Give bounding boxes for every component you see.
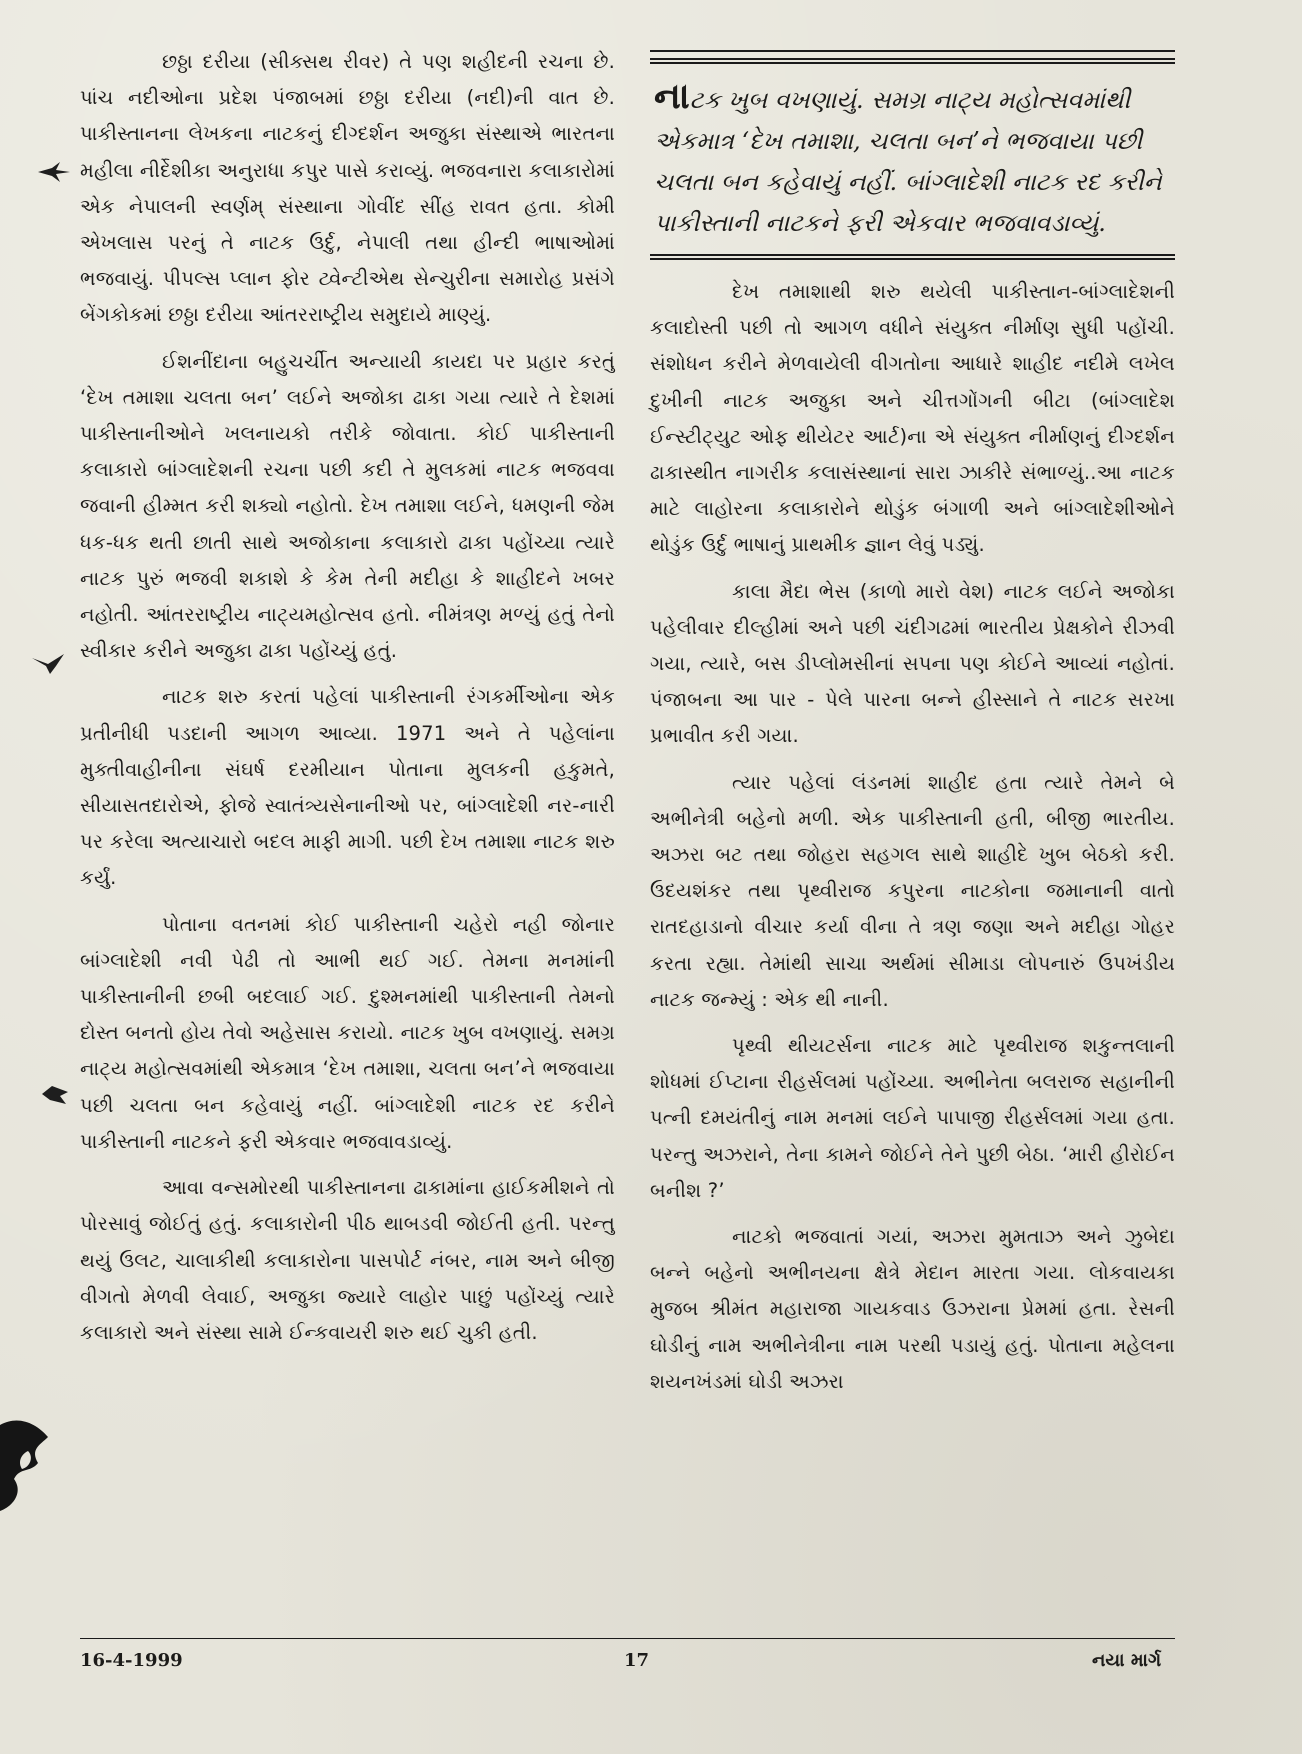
ink-mark-icon (30, 652, 66, 676)
paragraph: ત્યાર પહેલાં લંડનમાં શાહીદ હતા ત્યારે તેમને બે અભીનેત્રી બહેનો મળી. એક પાકીસ્તાની હતી, બીજી ભારતીય. અઝરા બટ તથા જોહરા સહગલ સાથે શાહીદે ખુબ બેઠકો કરી. ઉદયશંકર તથા પૃથ્વીરાજ કપુરના નાટકોના જમાનાની વાતો રાતદહાડાનો વીચાર કર્યા વીના તે ત્રણ જણા અને મદીહા ગોહર કરતા રહ્યા. તેમાંથી સાચા અર્થમાં સીમાડા લોપનારું ઉપખંડીય નાટક જન્મ્યું : એક થી નાની. (650, 770, 1175, 1011)
paragraph: નાટકો ભજવાતાં ગયાં, અઝરા મુમતાઝ અને ઝુબેદા બન્ને બહેનો અભીનયના ક્ષેત્રે મેદાન મારતા ગયા. લોકવાયકા મુજબ શ્રીમંત મહારાજા ગાયકવાડ ઉઝરાના પ્રેમમાં હતા. રેસની ઘોડીનું નામ અભીનેત્રીના નામ પરથી પડાયું હતું. પોતાના મહેલના શયનખંડમાં ઘોડી અઝરા (650, 1225, 1175, 1393)
paragraph: આવા વન્સમોરથી પાકીસ્તાનના ઢાકામાંના હાઈકમીશને તો પોરસાવું જોઈતું હતું. કલાકારોની પીઠ થાબડવી જોઈતી હતી. પરન્તુ થયું ઉલટ, ચાલાકીથી કલાકારોના પાસપોર્ટ નંબર, નામ અને બીજી વીગતો મેળવી લેવાઈ, અજુકા જ્યારે લાહોર પાછું પહોંચ્યું ત્યારે કલાકારો અને સંસ્થા સામે ઈન્કવાયરી શરુ થઈ ચુકી હતી. (80, 1176, 615, 1344)
left-column (80, 44, 615, 1361)
journal-name: નયા માર્ગ (1092, 1650, 1162, 1671)
pull-quote-lead: ના (654, 75, 690, 117)
ink-mark-icon (36, 160, 72, 184)
pull-quote-body: ટક ખુબ વખણાયું. સમગ્ર નાટ્ય મહોત્સવમાંથી એકમાત્ર ‘દેખ તમાશા, ચલતા બન’ને ભજવાયા પછી ચલતા બન કહેવાયું નહીં. બાંગ્લાદેશી નાટક રદ કરીને પાકીસ્તાની નાટકને ફરી એકવાર ભજવાવડાવ્યું. (654, 86, 1162, 237)
right-column (650, 44, 1175, 1410)
paragraph: પોતાના વતનમાં કોઈ પાકીસ્તાની ચહેરો નહી જોનાર બાંગ્લાદેશી નવી પેઢી તો આભી થઈ ગઈ. તેમના મનમાંની પાકીસ્તાનીની છબી બદલાઈ ગઈ. દુશ્મનમાંથી પાકીસ્તાની તેમનો દોસ્ત બનતો હોય તેવો અહેસાસ કરાયો. નાટક ખુબ વખણાયું. સમગ્ર નાટ્ય મહોત્સવમાંથી એકમાત્ર ‘દેખ તમાશા, ચલતા બન’ને ભજવાયા પછી ચલતા બન કહેવાયું નહીં. બાંગ્લાદેશી નાટક રદ કરીને પાકીસ્તાની નાટકને ફરી એકવાર ભજવાવડાવ્યું. (80, 912, 615, 1153)
paragraph: કાલા મૈદા ભેસ (કાળો મારો વેશ) નાટક લઈને અજોકા પહેલીવાર દીલ્હીમાં અને પછી ચંદીગઢમાં ભારતીય પ્રેક્ષકોને રીઝવી ગયા, ત્યારે, બસ ડીપ્લોમસીનાં સપના પણ કોઈને આવ્યાં નહોતાં. પંજાબના આ પાર - પેલે પારના બન્ને હીસ્સાને તે નાટક સરખા પ્રભાવીત કરી ગયા. (650, 579, 1175, 748)
pull-quote-text (654, 76, 1171, 244)
footer-rule (80, 1638, 1175, 1639)
issue-date: 16-4-1999 (80, 1650, 183, 1671)
ink-blot-icon (0, 1415, 52, 1535)
ink-mark-icon (38, 1082, 74, 1106)
paragraph: નાટક શરુ કરતાં પહેલાં પાકીસ્તાની રંગકર્મીઓના એક પ્રતીનીધી પડદાની આગળ આવ્યા. 1971 અને તે પહેલાંના મુક્તીવાહીનીના સંઘર્ષ દરમીયાન પોતાના મુલકની હકુમતે, સીયાસતદારોએ, ફોજે સ્વાતંત્ર્યસેનાનીઓ પર, બાંગ્લાદેશી નર-નારી પર કરેલા અત્યાચારો બદલ માફી માગી. પછી દેખ તમાશા નાટક શરુ કર્યું. (80, 685, 615, 890)
paragraph: દેખ તમાશાથી શરુ થયેલી પાકીસ્તાન-બાંગ્લાદેશની કલાદોસ્તી પછી તો આગળ વધીને સંયુક્ત નીર્માણ સુધી પહોંચી. સંશોધન કરીને મેળવાયેલી વીગતોના આધારે શાહીદ નદીમે લખેલ દુખીની નાટક અજુકા અને ચીત્તગોંગની બીટા (બાંગ્લાદેશ ઈન્સ્ટીટ્યુટ ઓફ થીયેટર આર્ટ)ના એ સંયુક્ત નીર્માણનું દીગ્દર્શન ઢાકાસ્થીત નાગરીક કલાસંસ્થાનાં સારા ઝાકીરે સંભાળ્યું..આ નાટક માટે લાહોરના કલાકારોને થોડુંક બંગાળી અને બાંગ્લાદેશીઓને થોડુંક ઉર્દુ ભાષાનું પ્રાથમીક જ્ઞાન લેવું પડ્યું. (650, 280, 1175, 557)
paragraph: છઠ્ઠા દરીયા (સીક્સથ રીવર) તે પણ શહીદની રચના છે. પાંચ નદીઓના પ્રદેશ પંજાબમાં છઠ્ઠા દરીયા (નદી)ની વાત છે. પાકીસ્તાનના લેખકના નાટકનું દીગ્દર્શન અજુકા સંસ્થાએ ભારતના મહીલા નીર્દેશીકા અનુરાધા કપુર પાસે કરાવ્યું. ભજવનારા કલાકારોમાં એક નેપાલની સ્વર્ણમ્ સંસ્થાના ગોવીંદ સીંહ રાવત હતા. કોમી એખલાસ પરનું તે નાટક ઉર્દુ, નેપાલી તથા હીન્દી ભાષાઓમાં ભજવાયું. પીપલ્સ પ્લાન ફોર ટ્વેન્ટીએથ સેન્ચુરીના સમારોહ પ્રસંગે બેંગકોકમાં છઠ્ઠા દરીયા આંતરરાષ્ટ્રીય સમુદાયે માણ્યું. (80, 50, 615, 327)
paragraph: ઈશનીંદાના બહુચર્ચીત અન્યાયી કાયદા પર પ્રહાર કરતું ‘દેખ તમાશા ચલતા બન’ લઈને અજોકા ઢાકા ગયા ત્યારે તે દેશમાં પાકીસ્તાનીઓને ખલનાયકો તરીકે જોવાતા. કોઈ પાકીસ્તાની કલાકારો બાંગ્લાદેશની રચના પછી કદી તે મુલકમાં નાટક ભજવવા જવાની હીમ્મત કરી શક્યો નહોતો. દેખ તમાશા લઈને, ધમણની જેમ ધક-ધક થતી છાતી સાથે અજોકાના કલાકારો ઢાકા પહોંચ્યા ત્યારે નાટક પુરું ભજવી શકાશે કે કેમ તેની મદીહા કે શાહીદને ખબર નહોતી. આંતરરાષ્ટ્રીય નાટ્યમહોત્સવ હતો. નીમંત્રણ મળ્યું હતું તેનો સ્વીકાર કરીને અજુકા ઢાકા પહોંચ્યું હતું. (80, 349, 615, 663)
page-number: 17 (624, 1650, 650, 1671)
pull-quote (650, 58, 1175, 260)
paragraph: પૃથ્વી થીયટર્સના નાટક માટે પૃથ્વીરાજ શકુન્તલાની શોધમાં ઈપ્ટાના રીહર્સલમાં પહોંચ્યા. અભીનેતા બલરાજ સહાનીની પત્ની દમયંતીનું નામ મનમાં લઈને પાપાજી રીહર્સલમાં ગયા હતા. પરન્તુ અઝરાને, તેના કામને જોઈને તેને પુછી બેઠા. ‘મારી હીરોઈન બનીશ ?’ (650, 1034, 1175, 1202)
